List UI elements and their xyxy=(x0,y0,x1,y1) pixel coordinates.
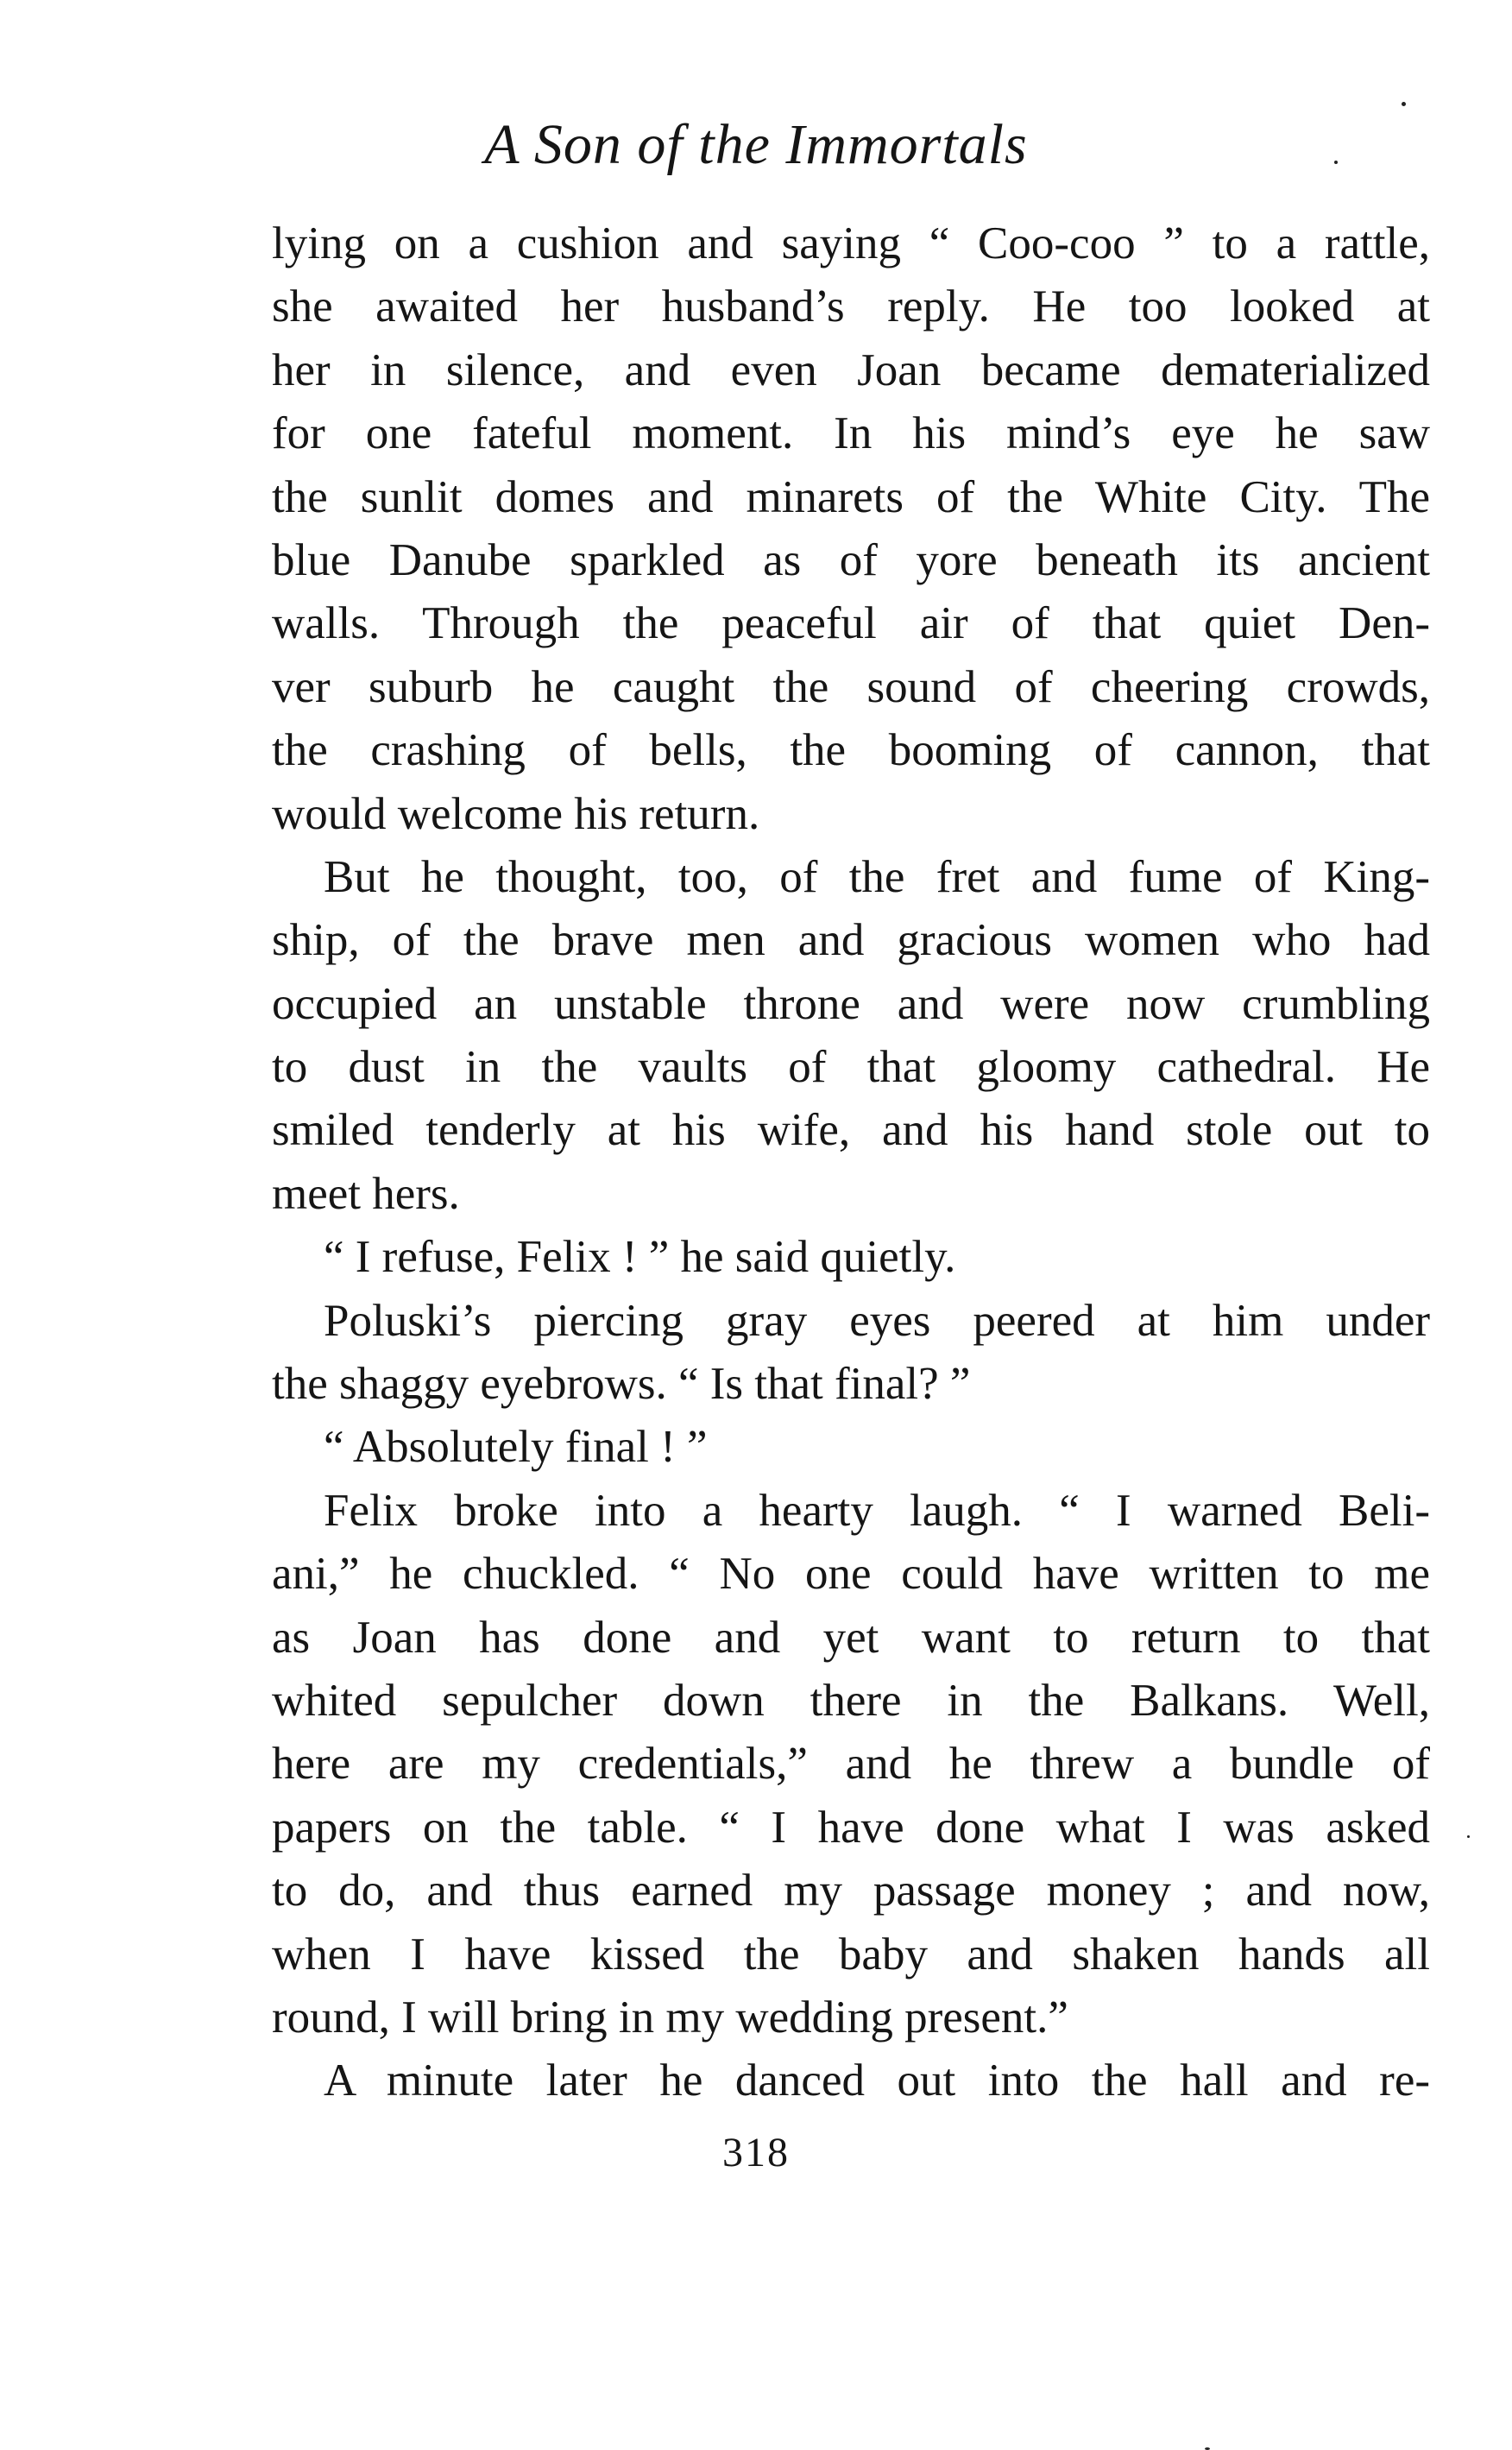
text-line: when I have kissed the baby and shaken hands all xyxy=(272,1929,1430,1980)
text-line: Felix broke into a hearty laugh. “ I warned Beli- xyxy=(324,1485,1430,1536)
text-line: But he thought, too, of the fret and fume of King- xyxy=(324,851,1430,902)
text-line: the crashing of bells, the booming of cannon, that xyxy=(272,725,1430,776)
page-number: 318 xyxy=(722,2130,790,2175)
text-line: to do, and thus earned my passage money ; and now, xyxy=(272,1866,1430,1916)
text-line: smiled tenderly at his wife, and his hand stole out to xyxy=(272,1105,1430,1156)
text-line: walls. Through the peaceful air of that quiet Den- xyxy=(272,598,1430,649)
text-line: ship, of the brave men and gracious women who had xyxy=(272,915,1430,966)
text-line: as Joan has done and yet want to return to that xyxy=(272,1612,1430,1663)
text-line: blue Danube sparkled as of yore beneath its ancient xyxy=(272,534,1430,585)
text-line: she awaited her husband’s reply. He too looked at xyxy=(272,281,1430,332)
body-text xyxy=(272,212,1430,2113)
scan-speck xyxy=(1402,102,1406,106)
text-line: lying on a cushion and saying “ Coo-coo ” to a rattle, xyxy=(272,218,1430,268)
scan-speck xyxy=(1467,1835,1470,1838)
text-line: her in silence, and even Joan became dematerialized xyxy=(272,344,1430,395)
text-line: meet hers. xyxy=(272,1168,460,1219)
text-line: the shaggy eyebrows. “ Is that final? ” xyxy=(272,1359,971,1410)
text-line: ver suburb he caught the sound of cheering crowds, xyxy=(272,661,1430,712)
text-line: would welcome his return. xyxy=(272,788,760,839)
text-line: ani,” he chuckled. “ No one could have written to me xyxy=(272,1549,1430,1600)
text-line: to dust in the vaults of that gloomy cathedral. He xyxy=(272,1042,1430,1093)
scan-speck xyxy=(1334,161,1338,164)
text-line: “ I refuse, Felix ! ” he said quietly. xyxy=(324,1232,956,1283)
text-line: “ Absolutely final ! ” xyxy=(324,1422,708,1473)
text-line: A minute later he danced out into the hall and re- xyxy=(324,2055,1430,2106)
text-line: papers on the table. “ I have done what I was asked xyxy=(272,1802,1430,1853)
text-line: round, I will bring in my wedding present.” xyxy=(272,1992,1068,2043)
text-line: here are my credentials,” and he threw a bundle of xyxy=(272,1739,1430,1790)
text-line: the sunlit domes and minarets of the White City. The xyxy=(272,471,1430,522)
text-line: occupied an unstable throne and were now crumbling xyxy=(272,978,1430,1029)
text-line: whited sepulcher down there in the Balkans. Well, xyxy=(272,1675,1430,1726)
text-line: Poluski’s piercing gray eyes peered at him under xyxy=(324,1295,1430,1346)
running-head: A Son of the Immortals xyxy=(484,113,1028,176)
text-line: for one fateful moment. In his mind’s eye he saw xyxy=(272,408,1430,459)
